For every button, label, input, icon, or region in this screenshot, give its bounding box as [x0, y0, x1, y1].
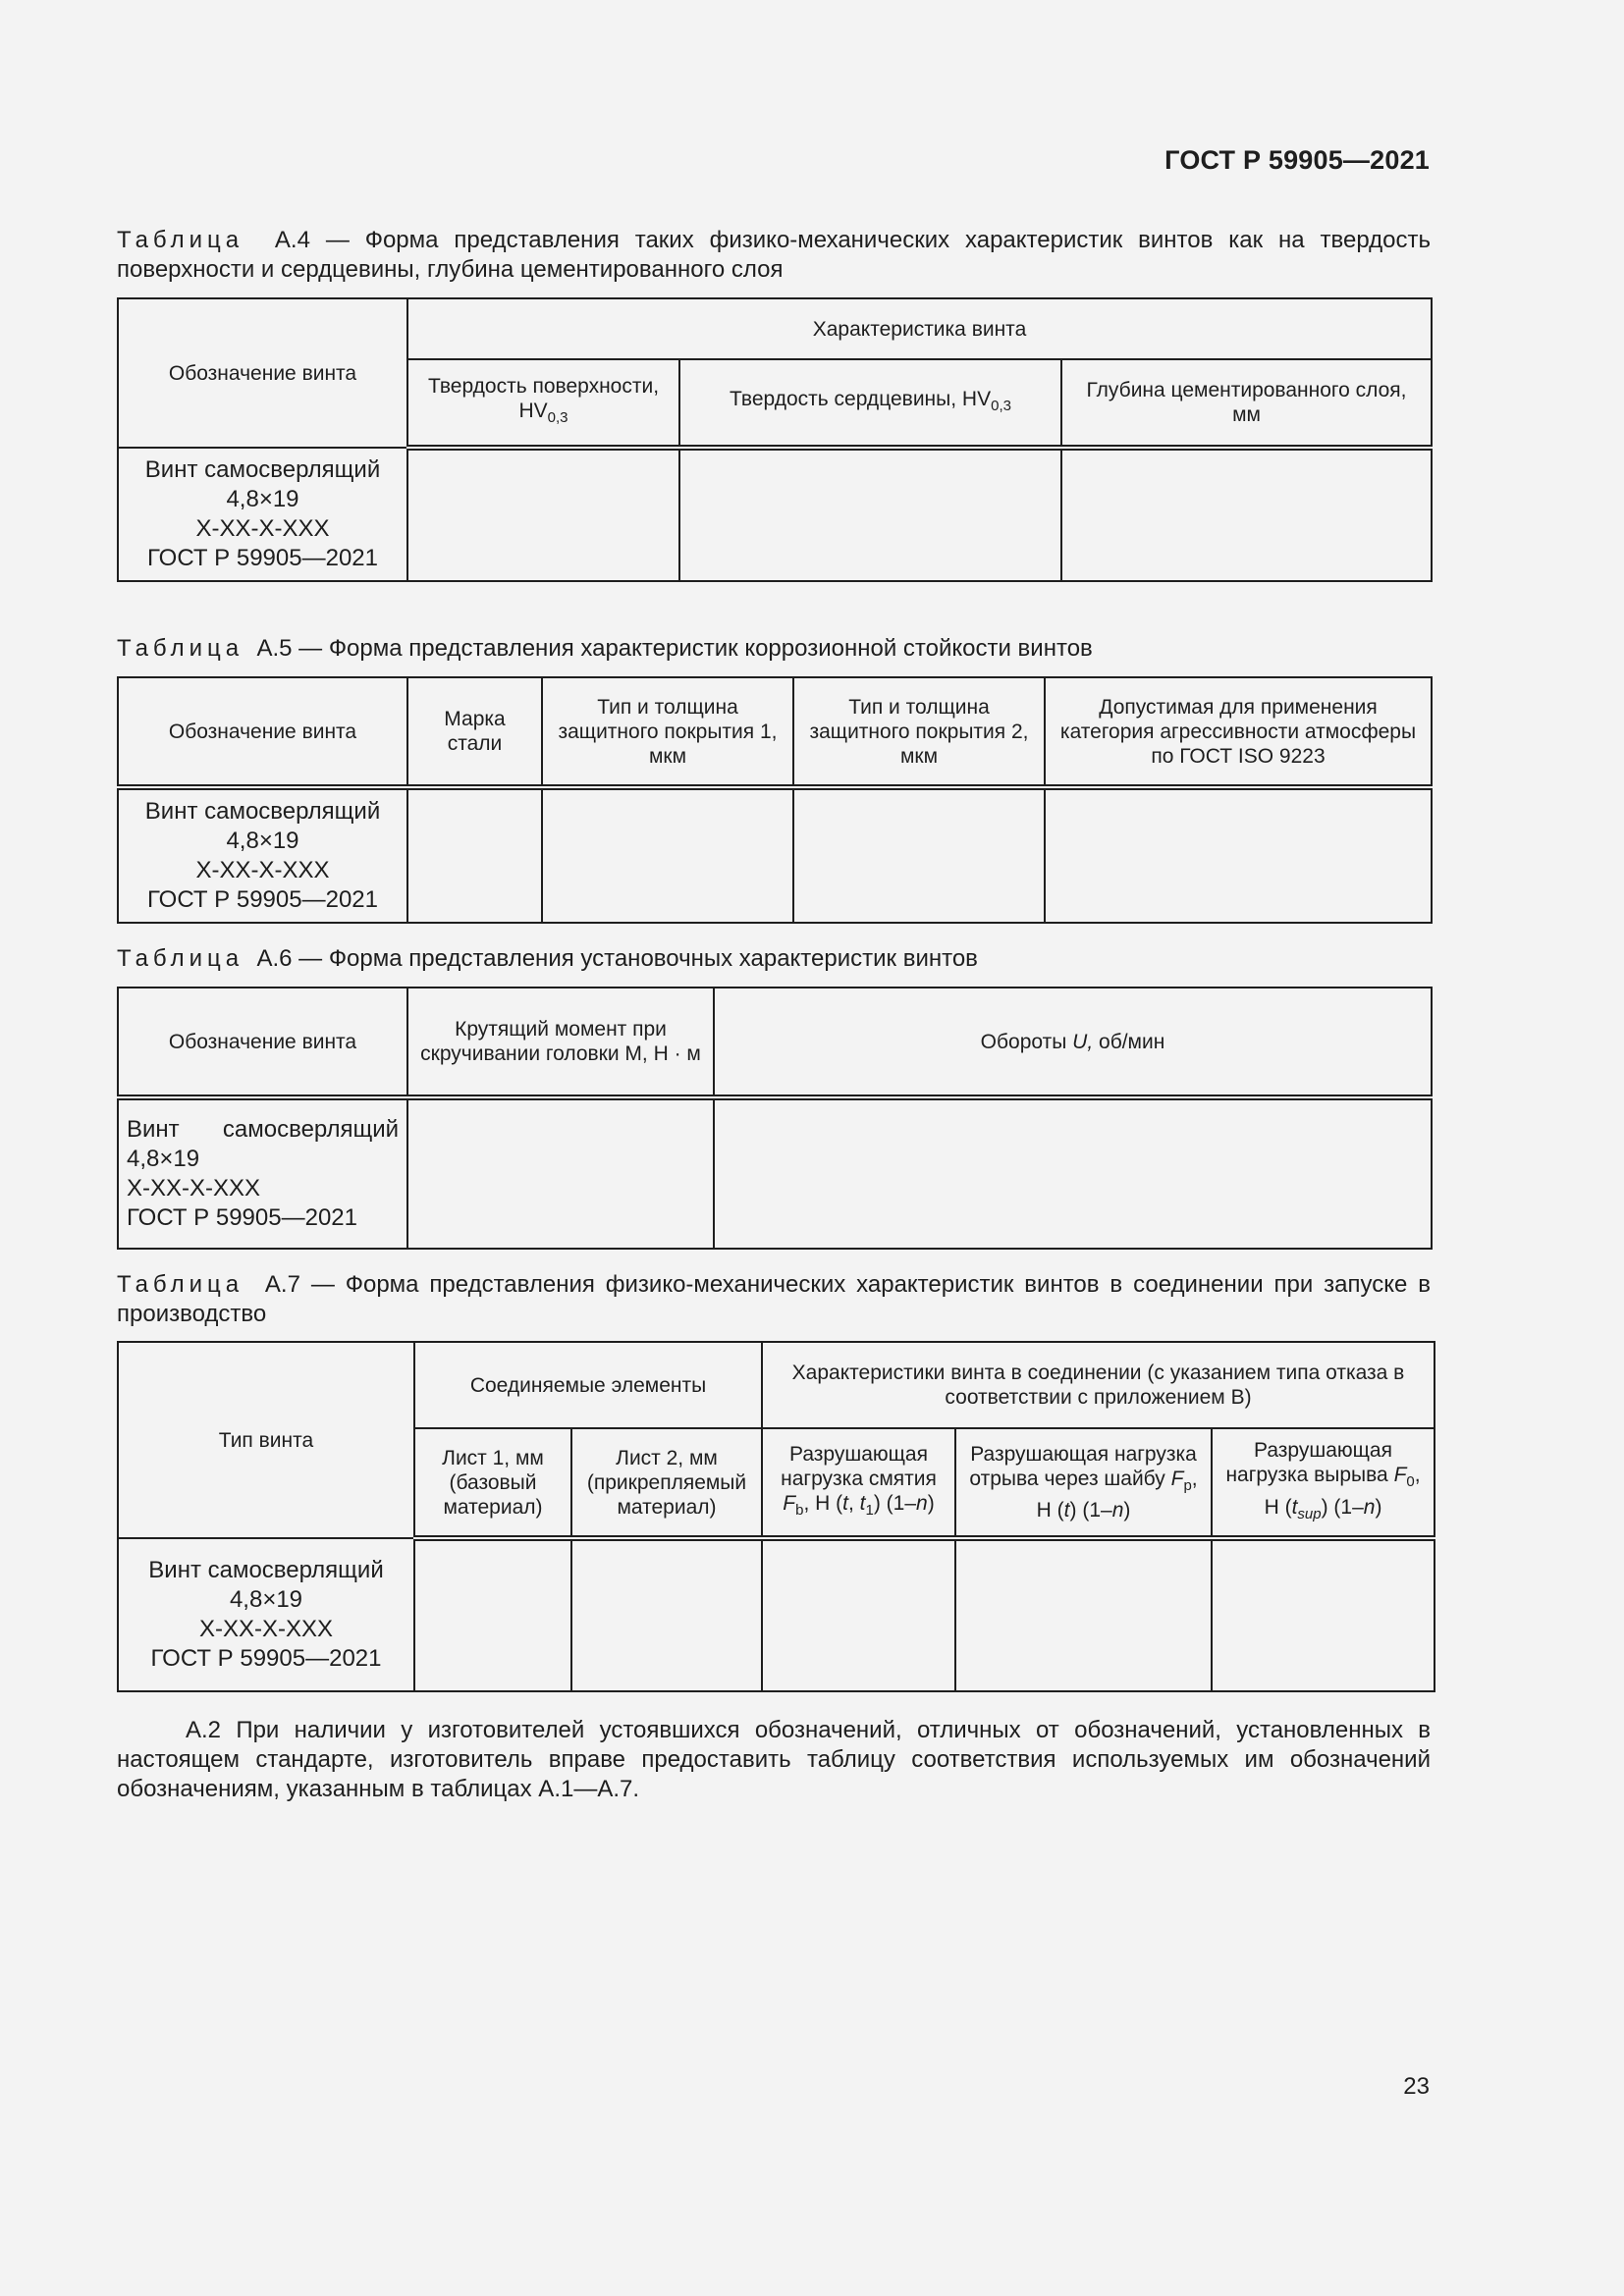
screw-designation-cell: Винт самосверлящий 4,8×19 Х-ХХ-Х-ХХХ ГОСТ Р 59905—2021: [118, 1097, 407, 1249]
empty-cell: [407, 1097, 714, 1249]
document-id-header: ГОСТ Р 59905—2021: [1164, 145, 1430, 175]
header-bearing-load: Разрушающая нагрузка смятия $F_b$, Н (t, $t_1$) (1–n): [762, 1428, 955, 1538]
empty-cell: [571, 1538, 762, 1691]
screw-designation-cell: Винт самосверлящий 4,8×19 Х-ХХ-Х-ХХХ ГОСТ Р 59905—2021: [118, 787, 407, 923]
table-a7: [117, 1341, 1435, 1692]
caption-text: А.6 — Форма представления установочных характеристик винтов: [256, 945, 978, 972]
empty-cell: [1061, 448, 1432, 581]
header-rpm: Обороты U, об/мин: [714, 988, 1432, 1097]
header-characteristic-group: Характеристика винта: [407, 298, 1432, 359]
empty-cell: [762, 1538, 955, 1691]
header-case-depth: Глубина цементированного слоя, мм: [1061, 359, 1432, 448]
table-label: Таблица: [117, 635, 244, 662]
header-corrosivity-category: Допустимая для применения категория агрессивности атмосферы по ГОСТ ISO 9223: [1045, 677, 1432, 787]
empty-cell: [955, 1538, 1212, 1691]
paragraph-a2: А.2 При наличии у изготовителей устоявшихся обозначений, отличных от обозначений, установленных в настоящем стандарте, изготовитель вправе предоставить таблицу соответствия используемых им обозначений обозначениям, указанным в таблицах А.1—А.7.: [117, 1717, 1431, 1802]
header-designation: Обозначение винта: [118, 988, 407, 1097]
header-surface-hardness: Твердость поверхности, $HV_{0,3}$: [407, 359, 679, 448]
table-a5-caption: [117, 634, 1431, 664]
header-sheet-1: Лист 1, мм (базовый материал): [414, 1428, 571, 1538]
header-coating-1: Тип и толщина защитного покрытия 1, мкм: [542, 677, 793, 787]
table-a4-caption: [117, 226, 1431, 285]
empty-cell: [714, 1097, 1432, 1249]
table-a7-caption: [117, 1270, 1431, 1329]
table-label: Таблица: [117, 227, 244, 253]
screw-designation-cell: Винт самосверлящий 4,8×19 Х-ХХ-Х-ХХХ ГОСТ Р 59905—2021: [118, 1538, 414, 1691]
header-designation: Обозначение винта: [118, 298, 407, 448]
header-screw-type: Тип винта: [118, 1342, 414, 1538]
header-joined-elements: Соединяемые элементы: [414, 1342, 762, 1428]
empty-cell: [793, 787, 1045, 923]
header-joint-characteristics: Характеристики винта в соединении (с указанием типа отказа в соответствии с приложением В): [762, 1342, 1435, 1428]
screw-designation-cell: Винт самосверлящий 4,8×19 Х-ХХ-Х-ХХХ ГОСТ Р 59905—2021: [118, 448, 407, 581]
empty-cell: [1212, 1538, 1435, 1691]
empty-cell: [407, 448, 679, 581]
table-a5: [117, 676, 1433, 924]
page-number: 23: [1403, 2073, 1430, 2100]
header-sheet-2: Лист 2, мм (прикрепляемый материал): [571, 1428, 762, 1538]
header-designation: Обозначение винта: [118, 677, 407, 787]
header-core-hardness: Твердость сердцевины, $HV_{0,3}$: [679, 359, 1061, 448]
table-a4: [117, 297, 1433, 582]
empty-cell: [679, 448, 1061, 581]
caption-text: А.7 — Форма представления физико-механических характеристик винтов в соединении при запуске в производство: [117, 1271, 1431, 1327]
table-label: Таблица: [117, 1271, 244, 1298]
empty-cell: [542, 787, 793, 923]
table-a6-caption: [117, 944, 1431, 974]
header-torque: Крутящий момент при скручивании головки М, Н · м: [407, 988, 714, 1097]
table-label: Таблица: [117, 945, 244, 972]
header-pull-out-load: Разрушающая нагрузка вырыва $F_0$, Н $(t_{sup})$ (1–n): [1212, 1428, 1435, 1538]
header-coating-2: Тип и толщина защитного покрытия 2, мкм: [793, 677, 1045, 787]
header-pull-through-load: Разрушающая нагрузка отрыва через шайбу $F_p$, Н (t) (1–n): [955, 1428, 1212, 1538]
header-steel-grade: Марка стали: [407, 677, 542, 787]
empty-cell: [414, 1538, 571, 1691]
caption-text: А.5 — Форма представления характеристик коррозионной стойкости винтов: [256, 635, 1093, 662]
empty-cell: [407, 787, 542, 923]
empty-cell: [1045, 787, 1432, 923]
caption-text: А.4 — Форма представления таких физико-механических характеристик винтов как на твердость поверхности и сердцевины, глубина цементированного слоя: [117, 227, 1431, 283]
table-a6: [117, 987, 1433, 1250]
